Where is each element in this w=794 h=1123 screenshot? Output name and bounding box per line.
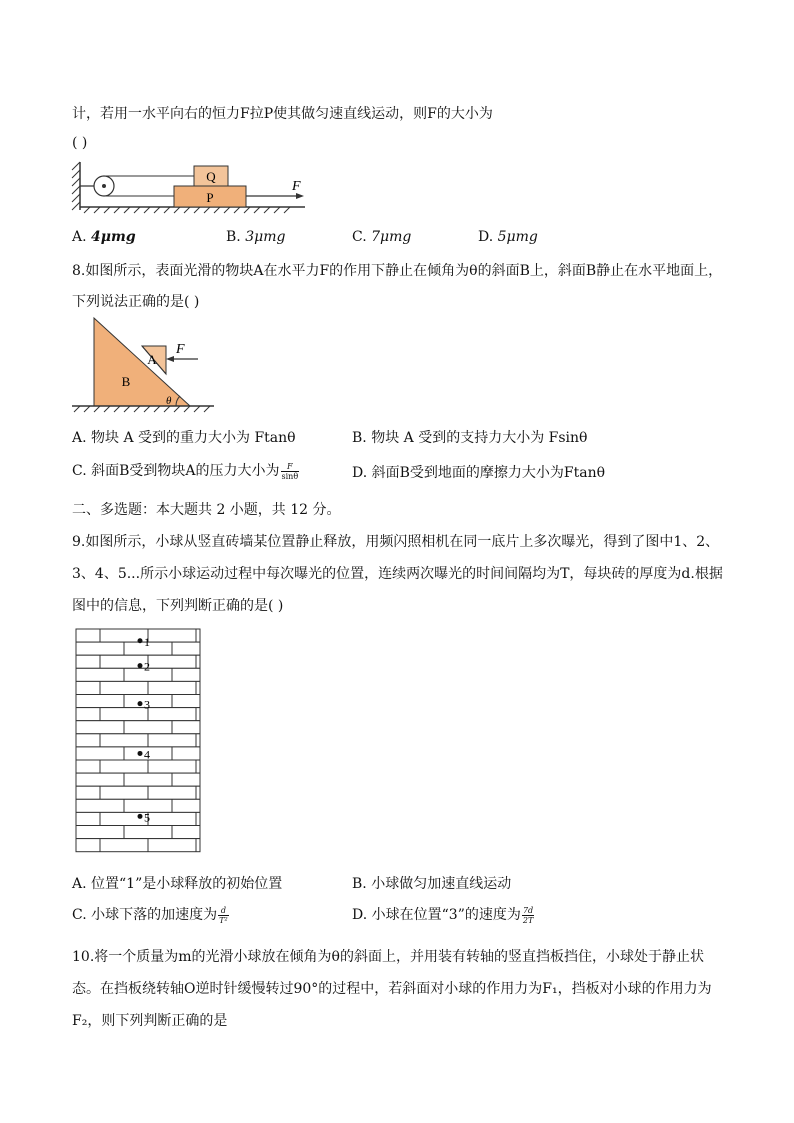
q7-option-c-letter: C. — [352, 229, 367, 245]
q9-option-c-num: d — [218, 906, 229, 916]
q8-option-b[interactable]: B. 物块 A 受到的支持力大小为 Fsinθ — [352, 430, 588, 446]
q7-figure — [70, 160, 310, 218]
q8-label-theta: θ — [166, 395, 172, 407]
q9-option-d-fraction — [522, 906, 534, 925]
q9-option-d-text: D. 小球在位置“3”的速度为 — [352, 907, 521, 923]
brick-row — [76, 826, 200, 839]
q7-option-c-text: 7μmg — [371, 229, 412, 245]
q8-stem-line1: 8.如图所示，表面光滑的物块A在水平力F的作用下静止在倾角为θ的斜面B上，斜面B静止在水平地面上， — [72, 263, 723, 279]
brick-row — [76, 812, 200, 825]
q7-option-b-letter: B. — [226, 229, 241, 245]
q9-option-a[interactable]: A. 位置“1”是小球释放的初始位置 — [72, 876, 283, 892]
brick-row — [76, 642, 200, 655]
q8-option-a[interactable]: A. 物块 A 受到的重力大小为 Ftanθ — [72, 430, 296, 446]
q7-label-p: P — [206, 190, 214, 205]
q7-option-b[interactable] — [226, 229, 285, 245]
q9-stem-line1: 9.如图所示，小球从竖直砖墙某位置静止释放，用频闪照相机在同一底片上多次曝光，得到了图中1、2、 — [72, 534, 720, 550]
ball-label-1: 1 — [144, 634, 150, 649]
q7-option-a-letter: A. — [72, 229, 87, 245]
brick-row — [76, 773, 200, 786]
q8-option-c[interactable] — [72, 460, 300, 481]
brick-row — [76, 681, 200, 694]
q9-option-c-fraction — [218, 906, 229, 925]
brick-row — [76, 839, 200, 852]
q9-option-c-text: C. 小球下落的加速度为 — [72, 907, 218, 923]
ball-label-2: 2 — [144, 659, 150, 674]
brick-row — [76, 708, 200, 721]
q8-option-c-fraction — [281, 462, 300, 481]
ball-position-4 — [138, 751, 143, 756]
q8-option-c-text: C. 斜面B受到物块A的压力大小为 — [72, 463, 280, 479]
q7-option-a[interactable] — [72, 229, 136, 245]
q8-stem-line2: 下列说法正确的是( ) — [72, 294, 200, 310]
q7-option-a-text: 4μmg — [91, 229, 136, 245]
q7-option-c[interactable] — [352, 229, 411, 245]
q7-option-d-letter: D. — [478, 229, 494, 245]
q9-option-b[interactable]: B. 小球做匀加速直线运动 — [352, 876, 512, 892]
ball-label-5: 5 — [144, 810, 150, 825]
q9-option-d[interactable] — [352, 904, 535, 925]
q9-option-c-den: T² — [219, 915, 228, 925]
q7-paren: ( ) — [72, 135, 88, 151]
q7-option-b-text: 3μmg — [245, 229, 286, 245]
q7-label-f: F — [292, 179, 301, 194]
ball-label-3: 3 — [144, 697, 150, 712]
q10-stem-line1: 10.将一个质量为m的光滑小球放在倾角为θ的斜面上，并用装有转轴的竖直挡板挡住，小球处于静止状 — [72, 949, 704, 965]
ball-position-3 — [138, 701, 143, 706]
brick-row — [76, 786, 200, 799]
brick-row — [76, 799, 200, 812]
q8-option-c-num: F — [281, 462, 300, 472]
brick-row — [76, 760, 200, 773]
ball-position-1 — [138, 638, 143, 643]
q8-label-a: A — [147, 352, 157, 367]
q10-stem-line2: 态。在挡板绕转轴O逆时针缓慢转过90°的过程中，若斜面对小球的作用力为F₁，挡板对小球的作用力为 — [72, 981, 712, 997]
ball-label-4: 4 — [144, 747, 150, 762]
q8-label-f: F — [176, 342, 185, 357]
brick-row — [76, 695, 200, 708]
q10-stem-line3: F₂，则下列判断正确的是 — [72, 1013, 228, 1029]
brick-row — [76, 734, 200, 747]
brick-row — [76, 668, 200, 681]
q7-option-d[interactable] — [478, 229, 538, 245]
q7-label-q: Q — [206, 169, 216, 184]
q8-option-d[interactable]: D. 斜面B受到地面的摩擦力大小为Ftanθ — [352, 465, 606, 481]
q9-option-d-den: 2T — [522, 915, 534, 925]
q8-figure — [70, 316, 220, 416]
q7-stem: 计，若用一水平向右的恒力F拉P使其做匀速直线运动，则F的大小为 — [72, 106, 493, 122]
brick-row — [76, 721, 200, 734]
q8-label-b: B — [121, 374, 131, 389]
ball-position-2 — [138, 663, 143, 668]
q8-option-c-den: sinθ — [281, 471, 299, 481]
q9-brick-wall — [76, 629, 204, 855]
q9-stem-line3: 图中的信息，下列判断正确的是( ) — [72, 598, 284, 614]
q9-option-d-num: 7d — [522, 905, 534, 915]
q7-option-d-text: 5μmg — [497, 229, 538, 245]
section-heading-multi-choice: 二、多选题：本大题共 2 小题，共 12 分。 — [72, 502, 341, 518]
q9-stem-line2: 3、4、5...所示小球运动过程中每次曝光的位置，连续两次曝光的时间间隔均为T，每块砖的厚度为d.根据 — [72, 566, 723, 582]
q9-option-c[interactable] — [72, 904, 230, 925]
ball-position-5 — [138, 814, 143, 819]
